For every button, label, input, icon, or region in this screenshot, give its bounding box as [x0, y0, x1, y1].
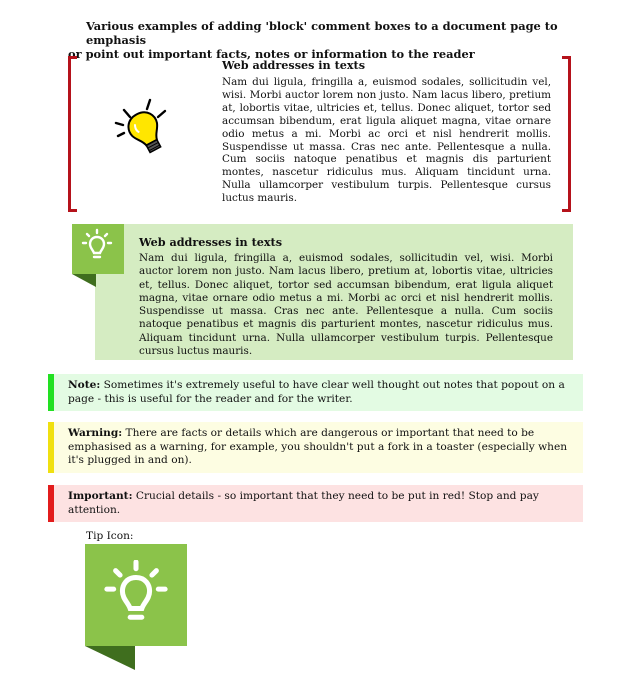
warning-label: Warning: — [68, 427, 123, 439]
intro-line-1: Various examples of adding 'block' comment boxes to a document page to emphasis — [86, 19, 558, 47]
note-box — [48, 374, 583, 411]
important-text: Crucial details - so important that they need to be put in red! Stop and pay attention. — [68, 490, 539, 516]
warning-text: There are facts or details which are dangerous or important that need to be emphasised as a warning, for example, you shouldn't put a fork in a toaster (especially when it's plugged in and on). — [68, 427, 568, 467]
warning-bar — [48, 422, 54, 473]
box1-text: Nam dui ligula, fringilla a, euismod sodales, sollicitudin vel, wisi. Morbi auctor lorem non justo. Nam lacus libero, pretium at, lobortis vitae, ultricies et, tellus. Donec aliquet, tortor sed accumsan bibendum, erat ligula aliquet magna, vitae ornare odio metus a mi. Morbi ac orci et nisl hendrerit mollis. Suspendisse ut massa. Cras nec ante. Pellentesque a nulla. Cum sociis natoque penatibus et magnis dis parturient montes, nascetur ridiculus mus. Aliquam tincidunt urna. Nulla ullamcorper vestibulum turpis. Pellentesque cursus luctus mauris. — [222, 76, 551, 205]
box1-title: Web addresses in texts — [222, 58, 366, 72]
lightbulb-icon — [103, 560, 169, 626]
left-bracket — [68, 56, 77, 212]
lightbulb-icon — [80, 228, 114, 262]
box2-title: Web addresses in texts — [139, 235, 283, 249]
intro-line-2: or point out important facts, notes or information to the reader — [68, 47, 475, 61]
important-label: Important: — [68, 490, 133, 502]
right-bracket — [562, 56, 571, 212]
tab-fold — [72, 274, 96, 287]
note-text: Sometimes it's extremely useful to have clear well thought out notes that popout on a page - this is useful for the reader and for the writer. — [68, 379, 565, 405]
tip-icon-fold — [85, 646, 135, 670]
important-box — [48, 485, 583, 522]
note-label: Note: — [68, 379, 101, 391]
intro-heading — [68, 19, 588, 61]
warning-box — [48, 422, 583, 473]
note-bar — [48, 374, 54, 411]
box2-text: Nam dui ligula, fringilla a, euismod sodales, sollicitudin vel, wisi. Morbi auctor lorem non justo. Nam lacus libero, pretium at, lobortis vitae, ultricies et, tellus. Donec aliquet, tortor sed accumsan bibendum, erat ligula aliquet magna, vitae ornare odio metus a mi. Morbi ac orci et nisl hendrerit mollis. Suspendisse ut massa. Cras nec ante. Pellentesque a nulla. Cum sociis natoque penatibus et magnis dis parturient montes, nascetur ridiculus mus. Aliquam tincidunt urna. Nulla ullamcorper vestibulum turpis. Pellentesque cursus luctus mauris. — [139, 252, 553, 358]
lightbulb-icon — [110, 98, 172, 160]
tip-icon-label: Tip Icon: — [86, 530, 134, 542]
important-bar — [48, 485, 54, 522]
